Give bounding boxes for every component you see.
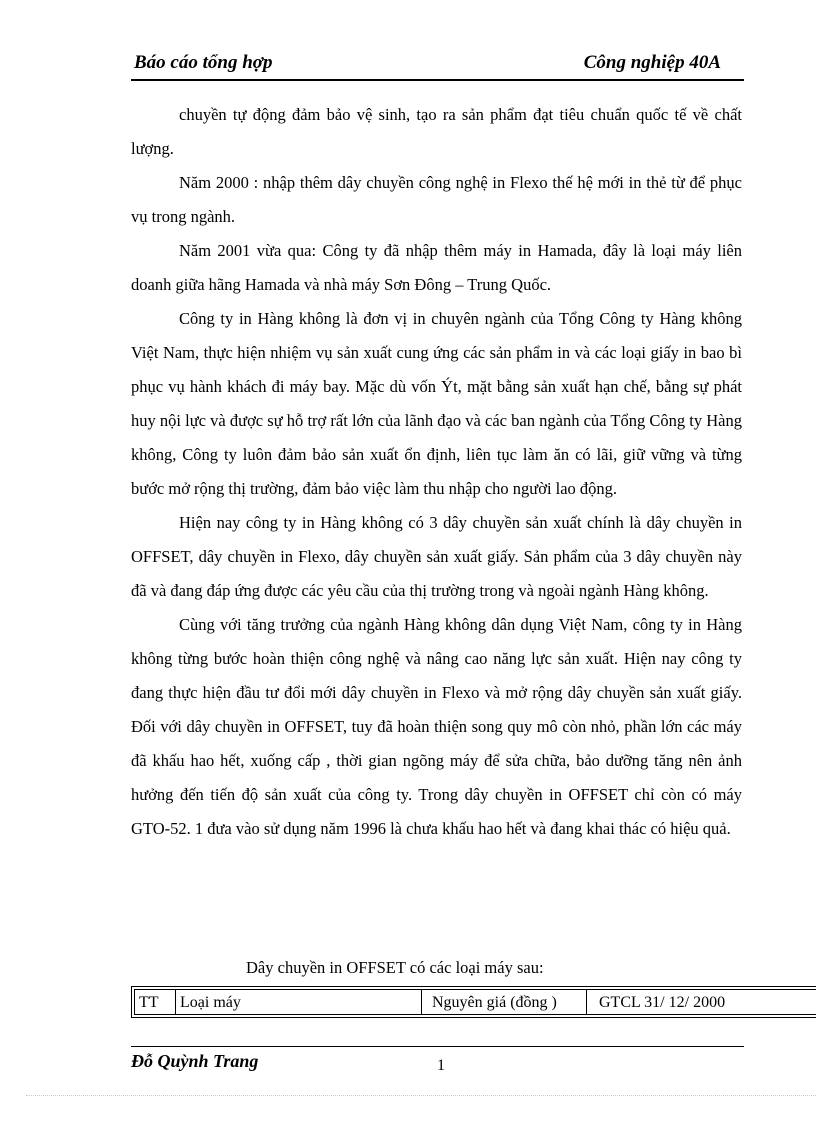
paragraph: Năm 2000 : nhập thêm dây chuyền công nghệ in Flexo thế hệ mới in thẻ từ để phục vụ trong ngành. xyxy=(131,173,742,226)
footer-rule xyxy=(131,1046,744,1047)
header-rule xyxy=(131,79,744,81)
page-header xyxy=(131,52,743,80)
col-header-original-cost: Nguyên giá (đồng ) xyxy=(432,994,557,1011)
table-caption: Dây chuyền in OFFSET có các loại máy sau: xyxy=(246,958,544,977)
paragraph: Hiện nay công ty in Hàng không có 3 dây chuyền sản xuất chính là dây chuyền in OFFSET, dây chuyền in Flexo, dây chuyền sản xuất giấy. Sản phẩm của 3 dây chuyền này đã và đang đáp ứng được các yêu cầu của thị trường trong và ngoài ngành Hàng không. xyxy=(131,513,742,600)
header-report-title: Báo cáo tổng hợp xyxy=(134,52,273,73)
header-class-name: Công nghiệp 40A xyxy=(583,52,721,73)
col-header-remaining-value: GTCL 31/ 12/ 2000 xyxy=(599,994,726,1011)
table-header-row xyxy=(134,989,816,1015)
document-body xyxy=(131,98,742,846)
page-number: 1 xyxy=(437,1057,445,1074)
col-header-machine-type: Loại máy xyxy=(180,994,241,1011)
footer-author: Đỗ Quỳnh Trang xyxy=(131,1051,259,1071)
col-header-tt: TT xyxy=(139,994,159,1011)
paragraph: Năm 2001 vừa qua: Công ty đã nhập thêm máy in Hamada, đây là loại máy liên doanh giữa hãng Hamada và nhà máy Sơn Đông – Trung Quốc. xyxy=(131,241,742,294)
page-bottom-dotted-line xyxy=(26,1095,816,1096)
machine-table xyxy=(131,986,816,1018)
paragraph: Công ty in Hàng không là đơn vị in chuyên ngành của Tổng Công ty Hàng không Việt Nam, thực hiện nhiệm vụ sản xuất cung ứng các sản phẩm in và các loại giấy in bao bì phục vụ hành khách đi máy bay. Mặc dù vốn Ýt, mặt bằng sản xuất hạn chế, bằng sự phát huy nội lực và được sự hỗ trợ rất lớn của lãnh đạo và các ban ngành của Tổng Công ty Hàng không, Công ty luôn đảm bảo sản xuất ổn định, liên tục làm ăn có lãi, giữ vững và từng bước mở rộng thị trường, đảm bảo việc làm thu nhập cho người lao động. xyxy=(131,309,742,498)
paragraph: chuyền tự động đảm bảo vệ sinh, tạo ra sản phẩm đạt tiêu chuẩn quốc tế về chất lượng. xyxy=(131,105,742,158)
paragraph: Cùng với tăng trưởng của ngành Hàng không dân dụng Việt Nam, công ty in Hàng không từng bước hoàn thiện công nghệ và nâng cao năng lực sản xuất. Hiện nay công ty đang thực hiện đầu tư đổi mới dây chuyền in Flexo và mở rộng dây chuyền sản xuất giấy. Đối với dây chuyền in OFFSET, tuy đã hoàn thiện song quy mô còn nhỏ, phần lớn các máy đã khấu hao hết, xuống cấp , thời gian ngõng máy để sửa chữa, bảo dưỡng tăng nên ảnh hưởng đến tiến độ sản xuất của công ty. Trong dây chuyền in OFFSET chỉ còn có máy GTO-52. 1 đưa vào sử dụng năm 1996 là chưa khấu hao hết và đang khai thác có hiệu quả. xyxy=(131,615,742,838)
